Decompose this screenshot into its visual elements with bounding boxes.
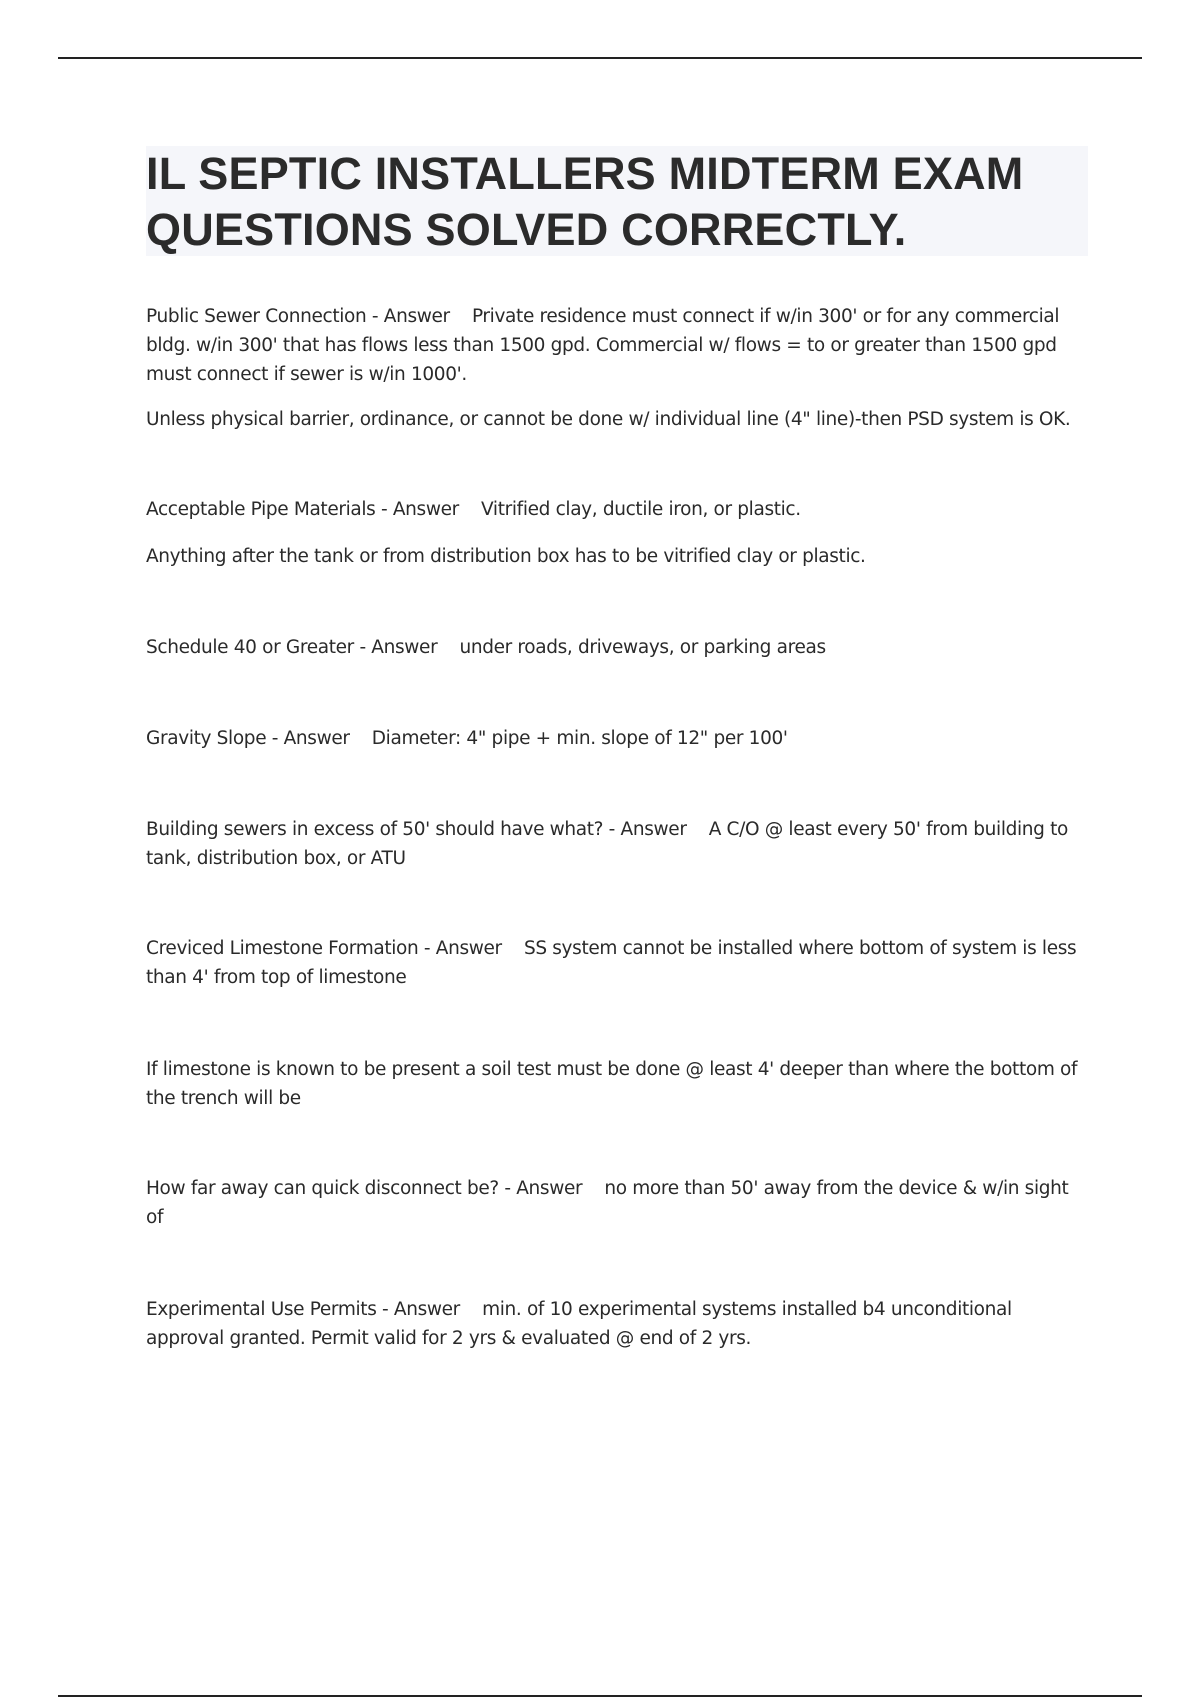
entry-answer: A C/O @ least every 50' from building to tank, distribution box, or ATU (146, 819, 1068, 869)
entry-term: Gravity Slope - Answer (146, 728, 350, 749)
qa-entry (146, 633, 1086, 662)
entry-term: Public Sewer Connection - Answer (146, 306, 450, 327)
entry-answer: Diameter: 4" pipe + min. slope of 12" per 100' (371, 728, 788, 749)
entry-term: Schedule 40 or Greater - Answer (146, 637, 438, 658)
entry-answer: min. of 10 experimental systems installed b4 unconditional approval granted. Permit valid for 2 yrs & evaluated @ end of 2 yrs. (146, 1299, 1012, 1349)
entry-note: Anything after the tank or from distribution box has to be vitrified clay or plastic. (146, 546, 866, 567)
entry-answer: Private residence must connect if w/in 300' or for any commercial bldg. w/in 300' that has flows less than 1500 gpd. Commercial w/ flows = to or greater than 1500 gpd must connect if sewer is w/in 1000'. (146, 306, 1060, 385)
entry-answer: Vitrified clay, ductile iron, or plastic. (481, 499, 801, 520)
qa-entry (146, 1174, 1086, 1232)
qa-entry (146, 934, 1086, 992)
entry-answer: under roads, driveways, or parking areas (459, 637, 826, 658)
entry-note: Unless physical barrier, ordinance, or cannot be done w/ individual line (4" line)-then PSD system is OK. (146, 409, 1071, 430)
document-title: IL SEPTIC INSTALLERS MIDTERM EXAM QUESTIONS SOLVED CORRECTLY. (146, 148, 1024, 255)
entry-note: If limestone is known to be present a soil test must be done @ least 4' deeper than where the bottom of the trench will be (146, 1059, 1078, 1109)
entry-term: Experimental Use Permits - Answer (146, 1299, 460, 1320)
entry-answer: no more than 50' away from the device & w/in sight of (146, 1178, 1069, 1228)
qa-entry (146, 815, 1086, 873)
footer-rule (58, 1695, 1142, 1697)
qa-entry (146, 302, 1086, 389)
entry-answer: SS system cannot be installed where bottom of system is less than 4' from top of limestone (146, 938, 1077, 988)
entry-term: How far away can quick disconnect be? - Answer (146, 1178, 583, 1199)
qa-entry (146, 1295, 1086, 1353)
header-rule (58, 57, 1142, 59)
qa-entry (146, 495, 1086, 524)
entry-term: Creviced Limestone Formation - Answer (146, 938, 502, 959)
entry-term: Building sewers in excess of 50' should have what? - Answer (146, 819, 687, 840)
qa-entry (146, 724, 1086, 753)
entry-term: Acceptable Pipe Materials - Answer (146, 499, 459, 520)
title-block (146, 146, 1088, 256)
